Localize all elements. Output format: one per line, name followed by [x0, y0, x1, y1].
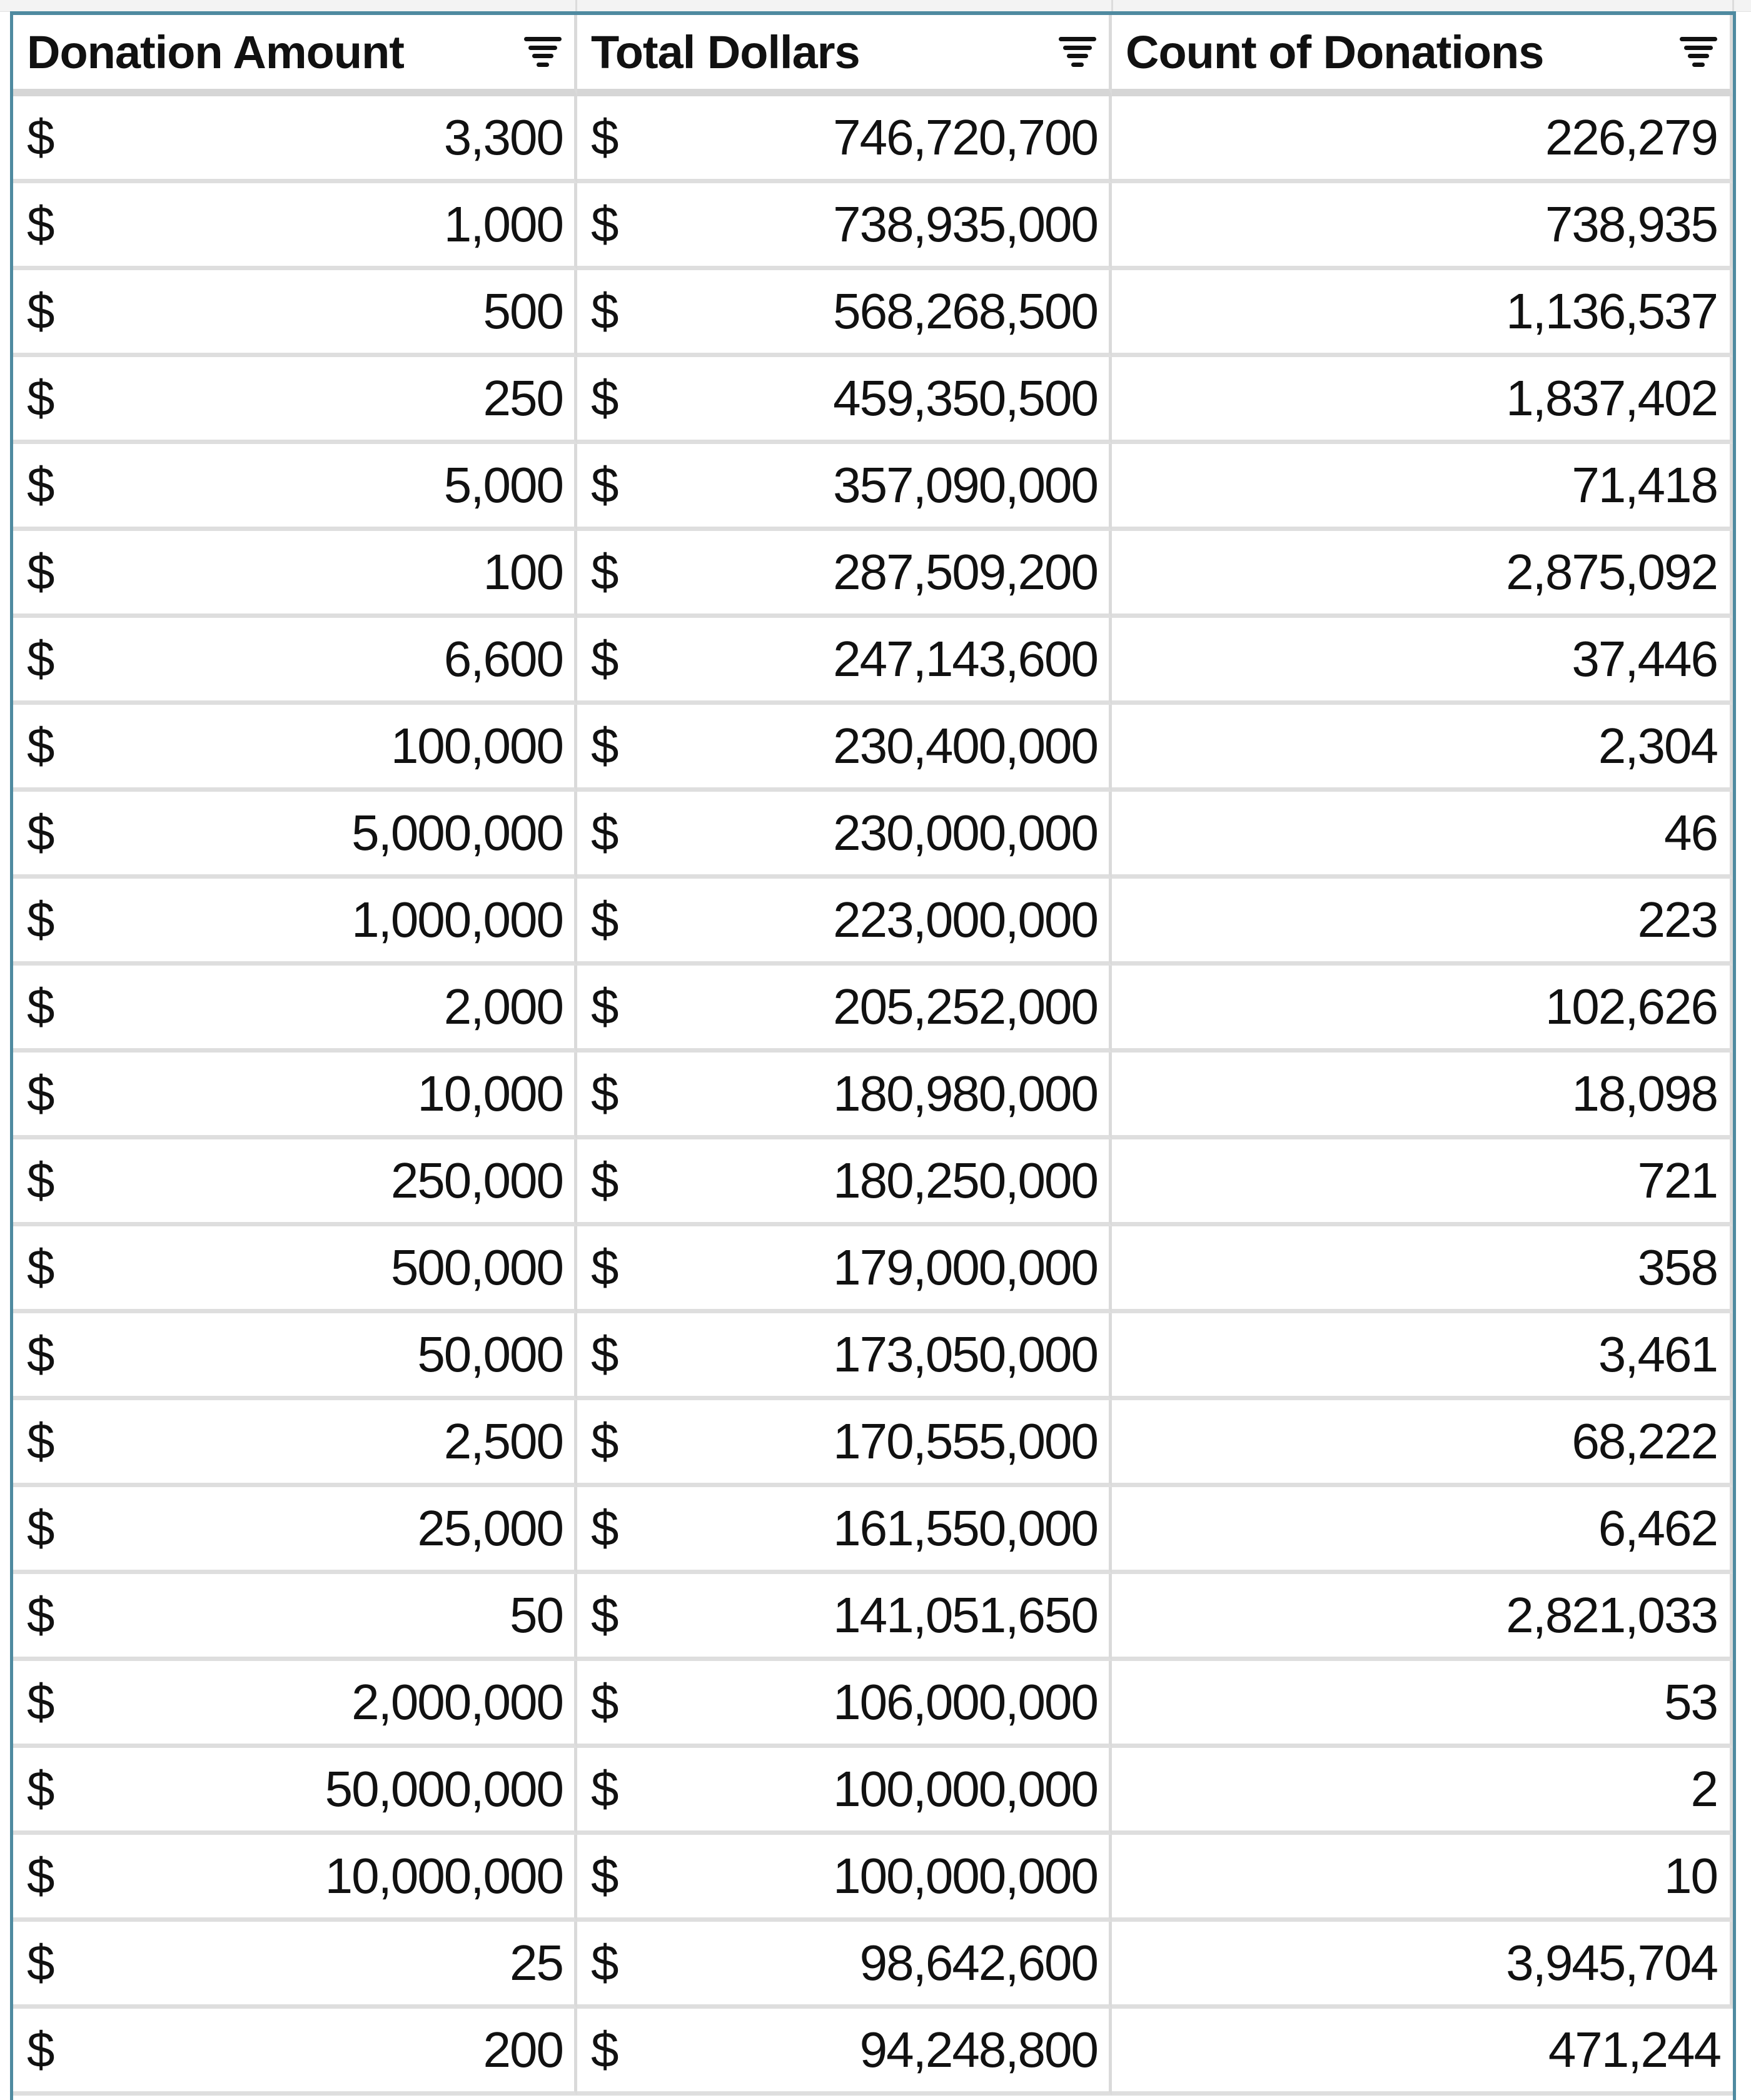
donation-amount-value: 25: [510, 1935, 563, 1991]
cell-count-of-donations[interactable]: [1112, 444, 1733, 531]
currency-symbol: $: [27, 892, 54, 947]
cell-count-of-donations[interactable]: [1112, 1487, 1733, 1574]
cell-total-dollars[interactable]: [577, 966, 1112, 1053]
cell-total-dollars[interactable]: [577, 1661, 1112, 1748]
currency-symbol: $: [591, 1066, 618, 1121]
donation-amount-value: 50,000: [417, 1326, 563, 1382]
cell-count-of-donations[interactable]: [1112, 966, 1733, 1053]
currency-symbol: $: [591, 544, 618, 600]
cell-count-of-donations[interactable]: [1112, 1053, 1733, 1139]
currency-symbol: $: [27, 631, 54, 687]
currency-symbol: $: [591, 1587, 618, 1643]
count-value: 2,304: [1598, 718, 1717, 774]
cell-donation-amount[interactable]: [13, 1574, 577, 1661]
cell-donation-amount[interactable]: [13, 1053, 577, 1139]
count-value: 2: [1690, 1761, 1717, 1817]
total-dollars-value: 180,250,000: [833, 1153, 1098, 1208]
currency-symbol: $: [591, 283, 618, 339]
cell-donation-amount[interactable]: [13, 1835, 577, 1922]
count-value: 358: [1637, 1239, 1717, 1295]
currency-symbol: $: [591, 1848, 618, 1904]
cell-donation-amount[interactable]: [13, 96, 577, 183]
cell-count-of-donations[interactable]: [1112, 879, 1733, 966]
total-dollars-value: 106,000,000: [833, 1674, 1098, 1730]
total-dollars-value: 230,000,000: [833, 805, 1098, 861]
currency-symbol: $: [27, 196, 54, 252]
cell-donation-amount[interactable]: [13, 1313, 577, 1400]
cell-donation-amount[interactable]: [13, 879, 577, 966]
donation-amount-value: 2,500: [443, 1413, 563, 1469]
cell-donation-amount[interactable]: [13, 705, 577, 792]
currency-symbol: $: [27, 370, 54, 426]
cell-total-dollars[interactable]: [577, 1226, 1112, 1313]
total-dollars-value: 100,000,000: [833, 1761, 1098, 1817]
count-value: 71,418: [1572, 457, 1717, 513]
total-dollars-value: 100,000,000: [833, 1848, 1098, 1904]
cell-donation-amount[interactable]: [13, 1661, 577, 1748]
cell-total-dollars[interactable]: [577, 1400, 1112, 1487]
cell-total-dollars[interactable]: [577, 2009, 1112, 2096]
column-divider[interactable]: [1732, 0, 1734, 11]
currency-symbol: $: [591, 196, 618, 252]
currency-symbol: $: [591, 1500, 618, 1556]
currency-symbol: $: [27, 2022, 54, 2077]
filter-icon[interactable]: [523, 34, 563, 69]
donation-amount-value: 100: [483, 544, 563, 600]
count-value: 53: [1664, 1674, 1717, 1730]
header-count-of-donations[interactable]: [1112, 15, 1733, 96]
total-dollars-value: 141,051,650: [833, 1587, 1098, 1643]
currency-symbol: $: [27, 1153, 54, 1208]
total-dollars-value: 170,555,000: [833, 1413, 1098, 1469]
cell-donation-amount[interactable]: [13, 2009, 577, 2096]
column-header-strip: [0, 0, 1751, 12]
donation-amount-value: 200: [483, 2022, 563, 2077]
currency-symbol: $: [591, 979, 618, 1034]
cell-donation-amount[interactable]: [13, 966, 577, 1053]
cell-total-dollars[interactable]: [577, 183, 1112, 270]
donation-amount-value: 500,000: [390, 1239, 563, 1295]
column-header-label: Total Dollars: [591, 26, 860, 78]
cell-count-of-donations[interactable]: [1112, 270, 1733, 357]
pivot-table: [10, 11, 1736, 2100]
donation-amount-value: 3,300: [443, 109, 563, 165]
total-dollars-value: 287,509,200: [833, 544, 1098, 600]
cell-total-dollars[interactable]: [577, 1922, 1112, 2009]
cell-count-of-donations[interactable]: [1112, 531, 1733, 618]
count-value: 68,222: [1572, 1413, 1717, 1469]
currency-symbol: $: [27, 1066, 54, 1121]
currency-symbol: $: [27, 1935, 54, 1991]
currency-symbol: $: [591, 2022, 618, 2077]
currency-symbol: $: [591, 1239, 618, 1295]
cell-count-of-donations[interactable]: [1112, 2009, 1733, 2096]
cell-total-dollars[interactable]: [577, 444, 1112, 531]
cell-count-of-donations[interactable]: [1112, 705, 1733, 792]
cell-donation-amount[interactable]: [13, 1748, 577, 1835]
currency-symbol: $: [591, 892, 618, 947]
currency-symbol: $: [27, 544, 54, 600]
currency-symbol: $: [27, 805, 54, 861]
currency-symbol: $: [591, 1674, 618, 1730]
total-dollars-value: 173,050,000: [833, 1326, 1098, 1382]
donation-amount-value: 1,000,000: [351, 892, 563, 947]
cell-count-of-donations[interactable]: [1112, 1835, 1733, 1922]
currency-symbol: $: [591, 718, 618, 774]
total-dollars-value: 179,000,000: [833, 1239, 1098, 1295]
currency-symbol: $: [27, 1761, 54, 1817]
donation-amount-value: 6,600: [443, 631, 563, 687]
donation-amount-value: 250: [483, 370, 563, 426]
donation-amount-value: 250,000: [390, 1153, 563, 1208]
cell-count-of-donations[interactable]: [1112, 1226, 1733, 1313]
donation-amount-value: 25,000: [417, 1500, 563, 1556]
donation-amount-value: 500: [483, 283, 563, 339]
cell-donation-amount[interactable]: [13, 183, 577, 270]
count-value: 721: [1637, 1153, 1717, 1208]
donation-amount-value: 2,000,000: [351, 1674, 563, 1730]
count-value: 1,136,537: [1506, 283, 1717, 339]
column-divider[interactable]: [1111, 0, 1113, 11]
cell-count-of-donations[interactable]: [1112, 1313, 1733, 1400]
cell-count-of-donations[interactable]: [1112, 1922, 1733, 2009]
donation-amount-value: 1,000: [443, 196, 563, 252]
cell-donation-amount[interactable]: [13, 357, 577, 444]
total-dollars-value: 230,400,000: [833, 718, 1098, 774]
currency-symbol: $: [27, 718, 54, 774]
cell-donation-amount[interactable]: [13, 792, 577, 879]
header-total-dollars[interactable]: [577, 15, 1112, 96]
count-value: 2,875,092: [1506, 544, 1717, 600]
count-value: 10: [1664, 1848, 1717, 1904]
currency-symbol: $: [27, 1848, 54, 1904]
cell-total-dollars[interactable]: [577, 1313, 1112, 1400]
currency-symbol: $: [27, 109, 54, 165]
cell-total-dollars[interactable]: [577, 879, 1112, 966]
currency-symbol: $: [591, 1935, 618, 1991]
total-dollars-value: 98,642,600: [859, 1935, 1098, 1991]
currency-symbol: $: [591, 631, 618, 687]
cell-donation-amount[interactable]: [13, 444, 577, 531]
total-dollars-value: 180,980,000: [833, 1066, 1098, 1121]
currency-symbol: $: [27, 457, 54, 513]
cell-donation-amount[interactable]: [13, 1400, 577, 1487]
donation-amount-value: 10,000: [417, 1066, 563, 1121]
cell-count-of-donations[interactable]: [1112, 618, 1733, 705]
currency-symbol: $: [27, 1587, 54, 1643]
total-dollars-value: 568,268,500: [833, 283, 1098, 339]
total-dollars-value: 746,720,700: [833, 109, 1098, 165]
currency-symbol: $: [27, 1674, 54, 1730]
cell-total-dollars[interactable]: [577, 1574, 1112, 1661]
cell-total-dollars[interactable]: [577, 1139, 1112, 1226]
count-value: 18,098: [1572, 1066, 1717, 1121]
currency-symbol: $: [591, 109, 618, 165]
total-dollars-value: 205,252,000: [833, 979, 1098, 1034]
currency-symbol: $: [591, 805, 618, 861]
total-dollars-value: 161,550,000: [833, 1500, 1098, 1556]
total-dollars-value: 94,248,800: [859, 2022, 1098, 2077]
count-value: 223: [1637, 892, 1717, 947]
currency-symbol: $: [27, 1239, 54, 1295]
cell-total-dollars[interactable]: [577, 618, 1112, 705]
cell-donation-amount[interactable]: [13, 1226, 577, 1313]
count-value: 2,821,033: [1506, 1587, 1717, 1643]
donation-amount-value: 5,000,000: [351, 805, 563, 861]
count-value: 46: [1664, 805, 1717, 861]
donation-amount-value: 100,000: [390, 718, 563, 774]
total-dollars-value: 738,935,000: [833, 196, 1098, 252]
cell-count-of-donations[interactable]: [1112, 1574, 1733, 1661]
cell-count-of-donations[interactable]: [1112, 1748, 1733, 1835]
filter-icon[interactable]: [1678, 34, 1718, 69]
donation-amount-value: 2,000: [443, 979, 563, 1034]
count-value: 471,244: [1548, 2022, 1720, 2077]
currency-symbol: $: [591, 370, 618, 426]
column-divider[interactable]: [575, 0, 577, 11]
total-dollars-value: 459,350,500: [833, 370, 1098, 426]
count-value: 3,945,704: [1506, 1935, 1717, 1991]
cell-total-dollars[interactable]: [577, 1053, 1112, 1139]
cell-total-dollars[interactable]: [577, 270, 1112, 357]
count-value: 738,935: [1545, 196, 1717, 252]
cell-total-dollars[interactable]: [577, 705, 1112, 792]
total-dollars-value: 247,143,600: [833, 631, 1098, 687]
count-value: 3,461: [1598, 1326, 1717, 1382]
cell-donation-amount[interactable]: [13, 270, 577, 357]
count-value: 102,626: [1545, 979, 1717, 1034]
cell-total-dollars[interactable]: [577, 1748, 1112, 1835]
count-value: 6,462: [1598, 1500, 1717, 1556]
cell-total-dollars[interactable]: [577, 1487, 1112, 1574]
column-header-label: Count of Donations: [1126, 26, 1544, 78]
cell-total-dollars[interactable]: [577, 531, 1112, 618]
cell-donation-amount[interactable]: [13, 1922, 577, 2009]
cell-count-of-donations[interactable]: [1112, 96, 1733, 183]
cell-count-of-donations[interactable]: [1112, 1139, 1733, 1226]
currency-symbol: $: [27, 283, 54, 339]
filter-icon[interactable]: [1057, 34, 1098, 69]
cell-total-dollars[interactable]: [577, 792, 1112, 879]
currency-symbol: $: [27, 1413, 54, 1469]
count-value: 226,279: [1545, 109, 1717, 165]
donation-amount-value: 10,000,000: [325, 1848, 563, 1904]
cell-donation-amount[interactable]: [13, 531, 577, 618]
header-donation-amount[interactable]: [13, 15, 577, 96]
currency-symbol: $: [591, 1413, 618, 1469]
count-value: 1,837,402: [1506, 370, 1717, 426]
cell-count-of-donations[interactable]: [1112, 357, 1733, 444]
currency-symbol: $: [27, 979, 54, 1034]
currency-symbol: $: [591, 1326, 618, 1382]
donation-amount-value: 5,000: [443, 457, 563, 513]
currency-symbol: $: [591, 1761, 618, 1817]
donation-amount-value: 50: [510, 1587, 563, 1643]
column-header-label: Donation Amount: [27, 26, 404, 78]
total-dollars-value: 223,000,000: [833, 892, 1098, 947]
currency-symbol: $: [591, 1153, 618, 1208]
donation-amount-value: 50,000,000: [325, 1761, 563, 1817]
cell-count-of-donations[interactable]: [1112, 792, 1733, 879]
cell-total-dollars[interactable]: [577, 357, 1112, 444]
table-grid: [13, 15, 1733, 2096]
cell-count-of-donations[interactable]: [1112, 1400, 1733, 1487]
currency-symbol: $: [27, 1326, 54, 1382]
currency-symbol: $: [591, 457, 618, 513]
currency-symbol: $: [27, 1500, 54, 1556]
cell-donation-amount[interactable]: [13, 1139, 577, 1226]
cell-count-of-donations[interactable]: [1112, 1661, 1733, 1748]
cell-total-dollars[interactable]: [577, 96, 1112, 183]
cell-total-dollars[interactable]: [577, 1835, 1112, 1922]
cell-count-of-donations[interactable]: [1112, 183, 1733, 270]
count-value: 37,446: [1572, 631, 1717, 687]
cell-donation-amount[interactable]: [13, 618, 577, 705]
total-dollars-value: 357,090,000: [833, 457, 1098, 513]
cell-donation-amount[interactable]: [13, 1487, 577, 1574]
